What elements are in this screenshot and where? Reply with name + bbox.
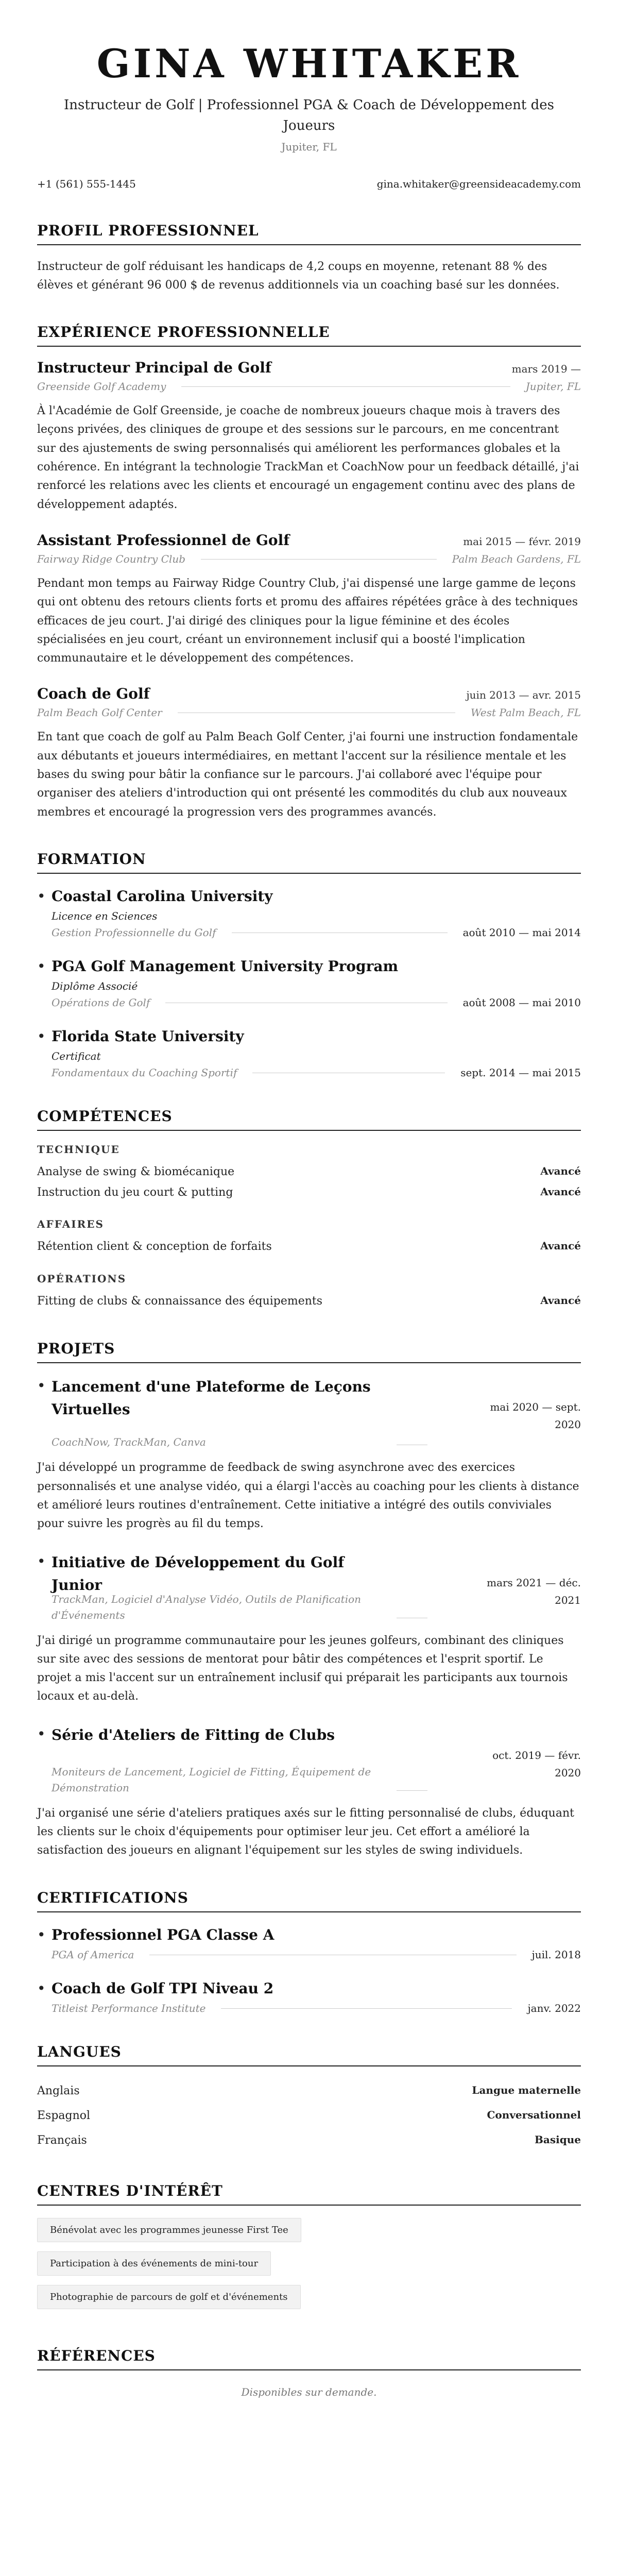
education-entry (37, 886, 581, 939)
project-tech: TrackMan, Logiciel d'Analyse Vidéo, Outils de Planification d'Événements (52, 1592, 362, 1621)
experience-section (37, 324, 581, 822)
skill-row (37, 1291, 581, 1312)
job-description: En tant que coach de golf au Palm Beach Golf Center, j'ai fourni une instruction fondamentale aux débutants et joueurs intermédiaires, en mettant l'accent sur la résilience mentale et les bases du swing pour bâtir la confiance sur le parcours. J'ai collaboré avec l'équipe pour organiser des ateliers d'introduction qui ont présenté les commodités du club aux nouveaux membres et encouragé la progression vers des programmes avancés. (37, 731, 578, 819)
skill-name: Analyse de swing & biomécanique (37, 1165, 235, 1178)
candidate-name: GINA WHITAKER (96, 41, 522, 87)
job-date: mai 2015 — févr. 2019 (463, 535, 581, 548)
job-description: Pendant mon temps au Fairway Ridge Country Club, j'ai dispensé une large gamme de leçons qui ont obtenu des retours clients forts et promu des affaires répétées grâce à des techniques efficaces de jeu court. J'ai dirigé des cliniques pour la ligue féminine et des écoles spécialisées en jeu court, créant un environnement inclusif qui a boosté l'implication communautaire et le développement des compétences. (37, 577, 578, 665)
section-title: LANGUES (37, 2043, 581, 2066)
project-date: mai 2020 — sept. 2020 (490, 1401, 581, 1431)
education-entry (37, 956, 581, 1009)
profile-section (37, 222, 581, 295)
language-name: Espagnol (37, 2109, 91, 2122)
skill-category: OPÉRATIONS (37, 1272, 127, 1285)
school-name: • PGA Golf Management University Program (52, 957, 399, 975)
section-title: PROJETS (37, 1340, 581, 1363)
divider (149, 1954, 516, 1955)
contact-row (37, 178, 581, 190)
education-section (37, 851, 581, 1079)
languages-section (37, 2043, 581, 2154)
job-date: mars 2019 — (511, 363, 581, 376)
language-name: Anglais (37, 2084, 80, 2097)
references-section (37, 2347, 581, 2398)
section-title: CERTIFICATIONS (37, 1889, 581, 1912)
certification-entry (37, 1978, 581, 2014)
divider (232, 932, 448, 933)
job-entry (37, 685, 581, 821)
project-date: mars 2021 — déc. 2021 (487, 1576, 581, 1606)
interests-section (37, 2182, 581, 2318)
divider (221, 2008, 512, 2009)
job-entry (37, 532, 581, 668)
skill-name: Instruction du jeu court & putting (37, 1185, 233, 1199)
project-entry (37, 1551, 581, 1706)
divider (397, 1790, 427, 1791)
interest-chip: Participation à des événements de mini-tour (37, 2251, 271, 2276)
skills-section (37, 1108, 581, 1311)
degree: Certificat (52, 1049, 101, 1062)
phone: +1 (561) 555-1445 (37, 177, 136, 190)
certification-date: juil. 2018 (531, 1948, 581, 1961)
interest-chip: Photographie de parcours de golf et d'événements (37, 2285, 301, 2309)
project-entry (37, 1376, 581, 1533)
section-title: FORMATION (37, 851, 581, 874)
skill-level: Avancé (540, 1185, 581, 1198)
education-date: août 2010 — mai 2014 (462, 926, 581, 939)
certification-issuer: PGA of America (52, 1948, 134, 1961)
skill-row (37, 1162, 581, 1182)
job-title: Assistant Professionnel de Golf (37, 531, 290, 549)
language-level: Langue maternelle (472, 2083, 581, 2096)
project-date: oct. 2019 — févr. 2020 (492, 1749, 581, 1779)
interest-chip: Bénévolat avec les programmes jeunesse First Tee (37, 2218, 301, 2242)
job-location: West Palm Beach, FL (470, 706, 581, 719)
job-title: Coach de Golf (37, 685, 150, 703)
job-company: Fairway Ridge Country Club (37, 552, 186, 565)
project-description: J'ai organisé une série d'ateliers pratiques axés sur le fitting personnalisé de clubs, éduquant les clients sur le choix d'équipements pour optimiser leur jeu. Cet effort a amélioré la satisfaction des joueurs en alignant l'équipement sur les styles de swing individuels. (37, 1806, 574, 1857)
school-name: • Florida State University (52, 1027, 244, 1045)
section-title: RÉFÉRENCES (37, 2347, 581, 2370)
job-location: Jupiter, FL (525, 380, 581, 393)
certifications-section (37, 1889, 581, 2014)
references-text: Disponibles sur demande. (241, 2385, 377, 2398)
field-of-study: Gestion Professionnelle du Golf (52, 926, 216, 939)
school-name: • Coastal Carolina University (52, 887, 273, 905)
degree: Licence en Sciences (52, 909, 158, 922)
job-entry (37, 359, 581, 514)
profile-text: Instructeur de golf réduisant les handicaps de 4,2 coups en moyenne, retenant 88 % des élèves et générant 96 000 $ de revenus additionnels via un coaching basé sur les données. (37, 260, 560, 292)
certification-issuer: Titleist Performance Institute (52, 2002, 206, 2014)
headline: Instructeur de Golf | Professionnel PGA & Coach de Développement des Joueurs (64, 97, 554, 134)
skill-row (37, 1236, 581, 1257)
project-description: J'ai développé un programme de feedback de swing asynchrone avec des exercices personnalisés et une analyse vidéo, qui a élargi l'accès au coaching pour les clients à distance et amélioré leurs routines d'entraînement. Cette initiative a intégré des outils conviviales pour suivre les progrès au fil du temps. (37, 1461, 579, 1531)
job-description: À l'Académie de Golf Greenside, je coache de nombreux joueurs chaque mois à travers des leçons privées, des cliniques de groupe et des sessions sur le parcours, en me concentrant sur des ajustements de swing personnalisés qui améliorent les performances globales et la cohérence. En intégrant la technologie TrackMan et CoachNow pour un feedback détaillé, j'ai renforcé les relations avec les clients et encouragé un engagement continu avec des plans de développement adaptés. (37, 404, 579, 511)
certification-name: • Coach de Golf TPI Niveau 2 (52, 1979, 274, 1997)
email: gina.whitaker@greensideacademy.com (376, 177, 581, 190)
section-title: PROFIL PROFESSIONNEL (37, 222, 581, 245)
field-of-study: Fondamentaux du Coaching Sportif (52, 1066, 237, 1079)
certification-entry (37, 1925, 581, 1961)
divider (165, 1002, 447, 1003)
section-title: EXPÉRIENCE PROFESSIONNELLE (37, 324, 581, 347)
divider (181, 386, 510, 387)
field-of-study: Opérations de Golf (52, 996, 150, 1009)
projects-section (37, 1340, 581, 1860)
education-entry (37, 1026, 581, 1079)
job-company: Palm Beach Golf Center (37, 706, 162, 719)
section-title: COMPÉTENCES (37, 1108, 581, 1131)
project-title: • Série d'Ateliers de Fitting de Clubs (52, 1726, 335, 1743)
language-row (37, 2104, 581, 2128)
certification-date: janv. 2022 (527, 2002, 581, 2014)
language-level: Basique (535, 2133, 581, 2146)
project-entry (37, 1724, 581, 1860)
skill-name: Rétention client & conception de forfaits (37, 1240, 272, 1253)
skill-category: TECHNIQUE (37, 1143, 120, 1156)
divider (201, 558, 437, 560)
skill-level: Avancé (540, 1294, 581, 1307)
job-location: Palm Beach Gardens, FL (452, 552, 581, 565)
divider (178, 712, 455, 713)
project-tech: Moniteurs de Lancement, Logiciel de Fitting, Équipement de Démonstration (52, 1765, 371, 1794)
language-row (37, 2079, 581, 2104)
job-company: Greenside Golf Academy (37, 380, 166, 393)
education-date: août 2008 — mai 2010 (462, 996, 581, 1009)
skill-level: Avancé (540, 1164, 581, 1177)
location: Jupiter, FL (281, 140, 337, 153)
section-title: CENTRES D'INTÉRÊT (37, 2182, 581, 2206)
project-tech: CoachNow, TrackMan, Canva (52, 1436, 206, 1449)
certification-name: • Professionnel PGA Classe A (52, 1926, 274, 1943)
divider (252, 1072, 445, 1073)
project-description: J'ai dirigé un programme communautaire pour les jeunes golfeurs, combinant des cliniques sur site avec des sessions de mentorat pour bâtir des compétences et l'esprit sportif. Le projet a mis l'accent sur un entraînement inclusif qui préparait les participants aux tournois locaux et au-delà. (37, 1634, 568, 1703)
skill-category: AFFAIRES (37, 1218, 104, 1231)
job-title: Instructeur Principal de Golf (37, 359, 271, 377)
education-date: sept. 2014 — mai 2015 (460, 1066, 581, 1079)
degree: Diplôme Associé (52, 979, 138, 992)
project-title: • Initiative de Développement du Golf Junior (52, 1553, 345, 1594)
project-title: • Lancement d'une Plateforme de Leçons Virtuelles (52, 1378, 371, 1418)
language-row (37, 2128, 581, 2153)
skill-name: Fitting de clubs & connaissance des équipements (37, 1294, 323, 1308)
language-level: Conversationnel (487, 2108, 581, 2121)
language-name: Français (37, 2134, 87, 2147)
skill-row (37, 1182, 581, 1203)
job-date: juin 2013 — avr. 2015 (466, 689, 581, 702)
skill-level: Avancé (540, 1240, 581, 1252)
